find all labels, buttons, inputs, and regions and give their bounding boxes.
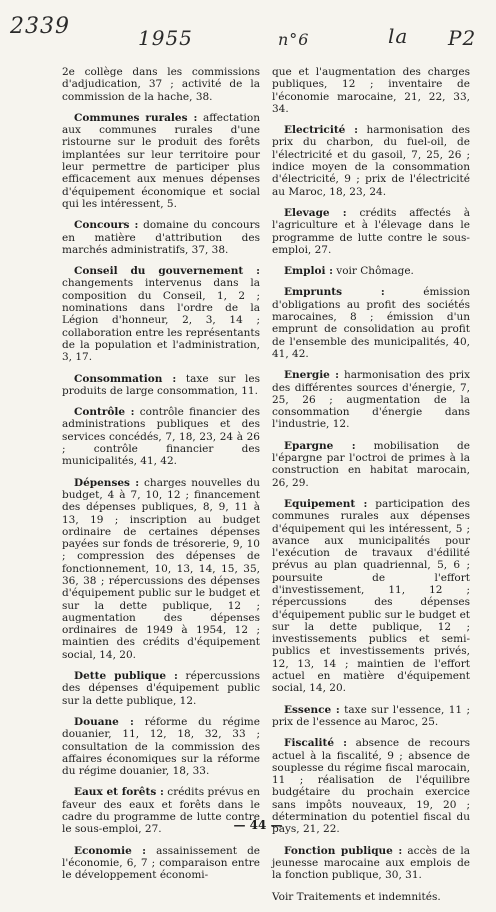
index-term: Communes rurales : [74,111,198,124]
index-entry [62,477,260,661]
index-term: Economie : [74,844,147,857]
index-text: crédits affectés à l'agriculture et à l'élevage dans le programme de lutte contre le sous-emploi, 27. [272,206,470,256]
index-text: harmonisation des prix des différentes sources d'énergie, 7, 25, 26 ; augmentation de la consommation d'énergie dans l'industrie, 12. [272,369,470,431]
index-text: accès de la jeunesse marocaine aux emplois de la fonction publique, 30, 31. [272,844,470,882]
index-term: Essence : [284,703,340,716]
index-text: contrôle financier des administrations publiques et des services concédés, 7, 18, 23, 24 à 26 ; contrôle financier des municipalités, 41, 42. [62,406,260,468]
index-term: Eaux et forêts : [74,786,164,799]
index-entry [272,704,470,729]
index-entry [62,670,260,707]
index-text: réforme du régime douanier, 11, 12, 18, 32, 33 ; consultation de la commission des affaires économiques sur la réforme du régime douanier, 18, 33. [62,715,260,778]
index-text: Voir Traitements et indemnités. [272,890,441,903]
index-entry [272,124,470,198]
index-term: Douane : [74,715,134,728]
index-entry [272,737,470,835]
index-entry [272,498,470,695]
index-term: Energie : [284,369,340,382]
index-term: Conseil du gouvernement : [74,265,260,278]
index-entry [62,845,260,882]
index-entry [272,265,470,277]
handwritten-annotation: 1955 [138,26,193,50]
index-column-right [272,66,470,912]
index-entry [272,440,470,489]
index-text: affectation aux communes rurales d'une ristourne sur le produit des forêts implantées sur leur territoire pour leur permettre de participer plus efficacement aux menues dépenses d'équipement économique et social qui les intéressent, 5. [62,111,260,210]
index-text: charges nouvelles du budget, 4 à 7, 10, 12 ; financement des dépenses publiques, 8, 9, 11 à 13, 19 ; inscription au budget ordinaire de certaines dépenses payées sur fonds de trésorerie, 9, 10 ; compression des dépenses de fonctionnement, 10, 13, 14, 15, 35, 36, 38 ; répercussions des dépenses d'équipement public sur le budget et sur la dette publique, 12 ; augmentation des dépenses ordinaires de 1949 à 1954, 12 ; maintien des crédits d'équipement social, 14, 20. [62,476,260,661]
index-term: Consommation : [74,372,177,385]
index-entry [62,66,260,103]
handwritten-annotation: n°6 [278,30,310,49]
handwritten-annotation: la [388,24,409,48]
index-term: Emprunts : [284,286,385,299]
index-text: crédits prévus en faveur des eaux et forêts dans le cadre du programme de lutte contre le sous-emploi, 27. [62,786,260,836]
index-text: absence de recours actuel à la fiscalité, 9 ; absence de souplesse du régime fiscal marocain, 11 ; réalisation de l'équilibre budgétaire du prochain exercice sans impôts nouveaux, 19, 20 ; détermination du potentiel fiscal du pays, 21, 22. [272,737,471,836]
index-text: que et l'augmentation des charges publiques, 12 ; inventaire de l'économie marocaine, 21, 22, 33, 34. [272,66,470,115]
index-text: harmonisation des prix du charbon, du fuel-oil, de l'électricité et du gasoil, 7, 25, 26 ; indice moyen de la consommation d'électricité, 9 ; prix de l'électricité au Maroc, 18, 23, 24. [272,124,471,198]
index-text: répercussions des dépenses d'équipement public sur la dette publique, 12. [62,670,260,707]
index-entry [272,845,470,882]
index-term: Epargne : [284,439,356,452]
handwritten-annotation: 2339 [10,14,70,39]
index-text: 2e collège dans les commissions d'adjudication, 37 ; activité de la commission de la hache, 38. [62,66,260,103]
index-text: mobilisation de l'épargne par l'octroi de primes à la construction en habitat marocain, 26, 29. [272,439,470,489]
index-entry [62,219,260,256]
index-entry [272,286,470,360]
index-text: émission d'obligations au profit des sociétés marocaines, 8 ; émission d'un emprunt de consolidation au profit de l'ensemble des municipalités, 40, 41, 42. [272,286,470,360]
index-term: Equipement : [284,497,368,510]
index-term: Concours : [74,219,139,232]
index-entry [272,891,470,903]
index-term: Emploi : [284,265,333,278]
index-entry [62,112,260,210]
index-text: taxe sur les produits de large consommation, 11. [62,372,260,397]
index-text: domaine du concours en matière d'attribution des marchés administratifs, 37, 38. [62,219,260,256]
index-term: Dette publique : [74,670,178,683]
index-term: Elevage : [284,206,347,219]
index-term: Fonction publique : [284,844,403,857]
page-number: — 44 — [233,818,283,832]
index-term: Electricité : [284,124,359,137]
index-entry [272,66,470,115]
index-text: assainissement de l'économie, 6, 7 ; comparaison entre le développement économi- [62,844,260,882]
index-entry [62,716,260,777]
index-text: participation des communes rurales aux dépenses d'équipement qui les intéressent, 5 ; avance aux municipalités pour l'exécution de travaux d'édilité prévus au plan quadriennal, 5, 6 ; poursuite de l'effort d'investissement, 11, 12 ; répercussions des dépenses d'équipement public sur le budget et sur la dette publique, 12 ; investissements publics et semi-publics et investissements privés, 12, 13, 14 ; maintien de l'effort actuel en matière d'équipement social, 14, 20. [272,497,470,695]
index-text: changements intervenus dans la composition du Conseil, 1, 2 ; nominations dans l'ordre de la Légion d'honneur, 2, 3, 14 ; collaboration entre les représentants de la population et l'administration, 3, 17. [62,277,260,364]
handwritten-annotation: P2 [448,26,477,50]
index-entry [62,406,260,467]
index-term: Contrôle : [74,406,135,419]
index-entry [272,207,470,256]
index-term: Dépenses : [74,476,140,489]
index-entry [62,373,260,398]
index-entry [62,265,260,363]
index-entry [272,369,470,430]
index-text: voir Chômage. [332,265,414,278]
index-text: taxe sur l'essence, 11 ; prix de l'essence au Maroc, 25. [272,703,471,728]
index-column-left [62,66,260,891]
index-term: Fiscalité : [284,737,347,750]
